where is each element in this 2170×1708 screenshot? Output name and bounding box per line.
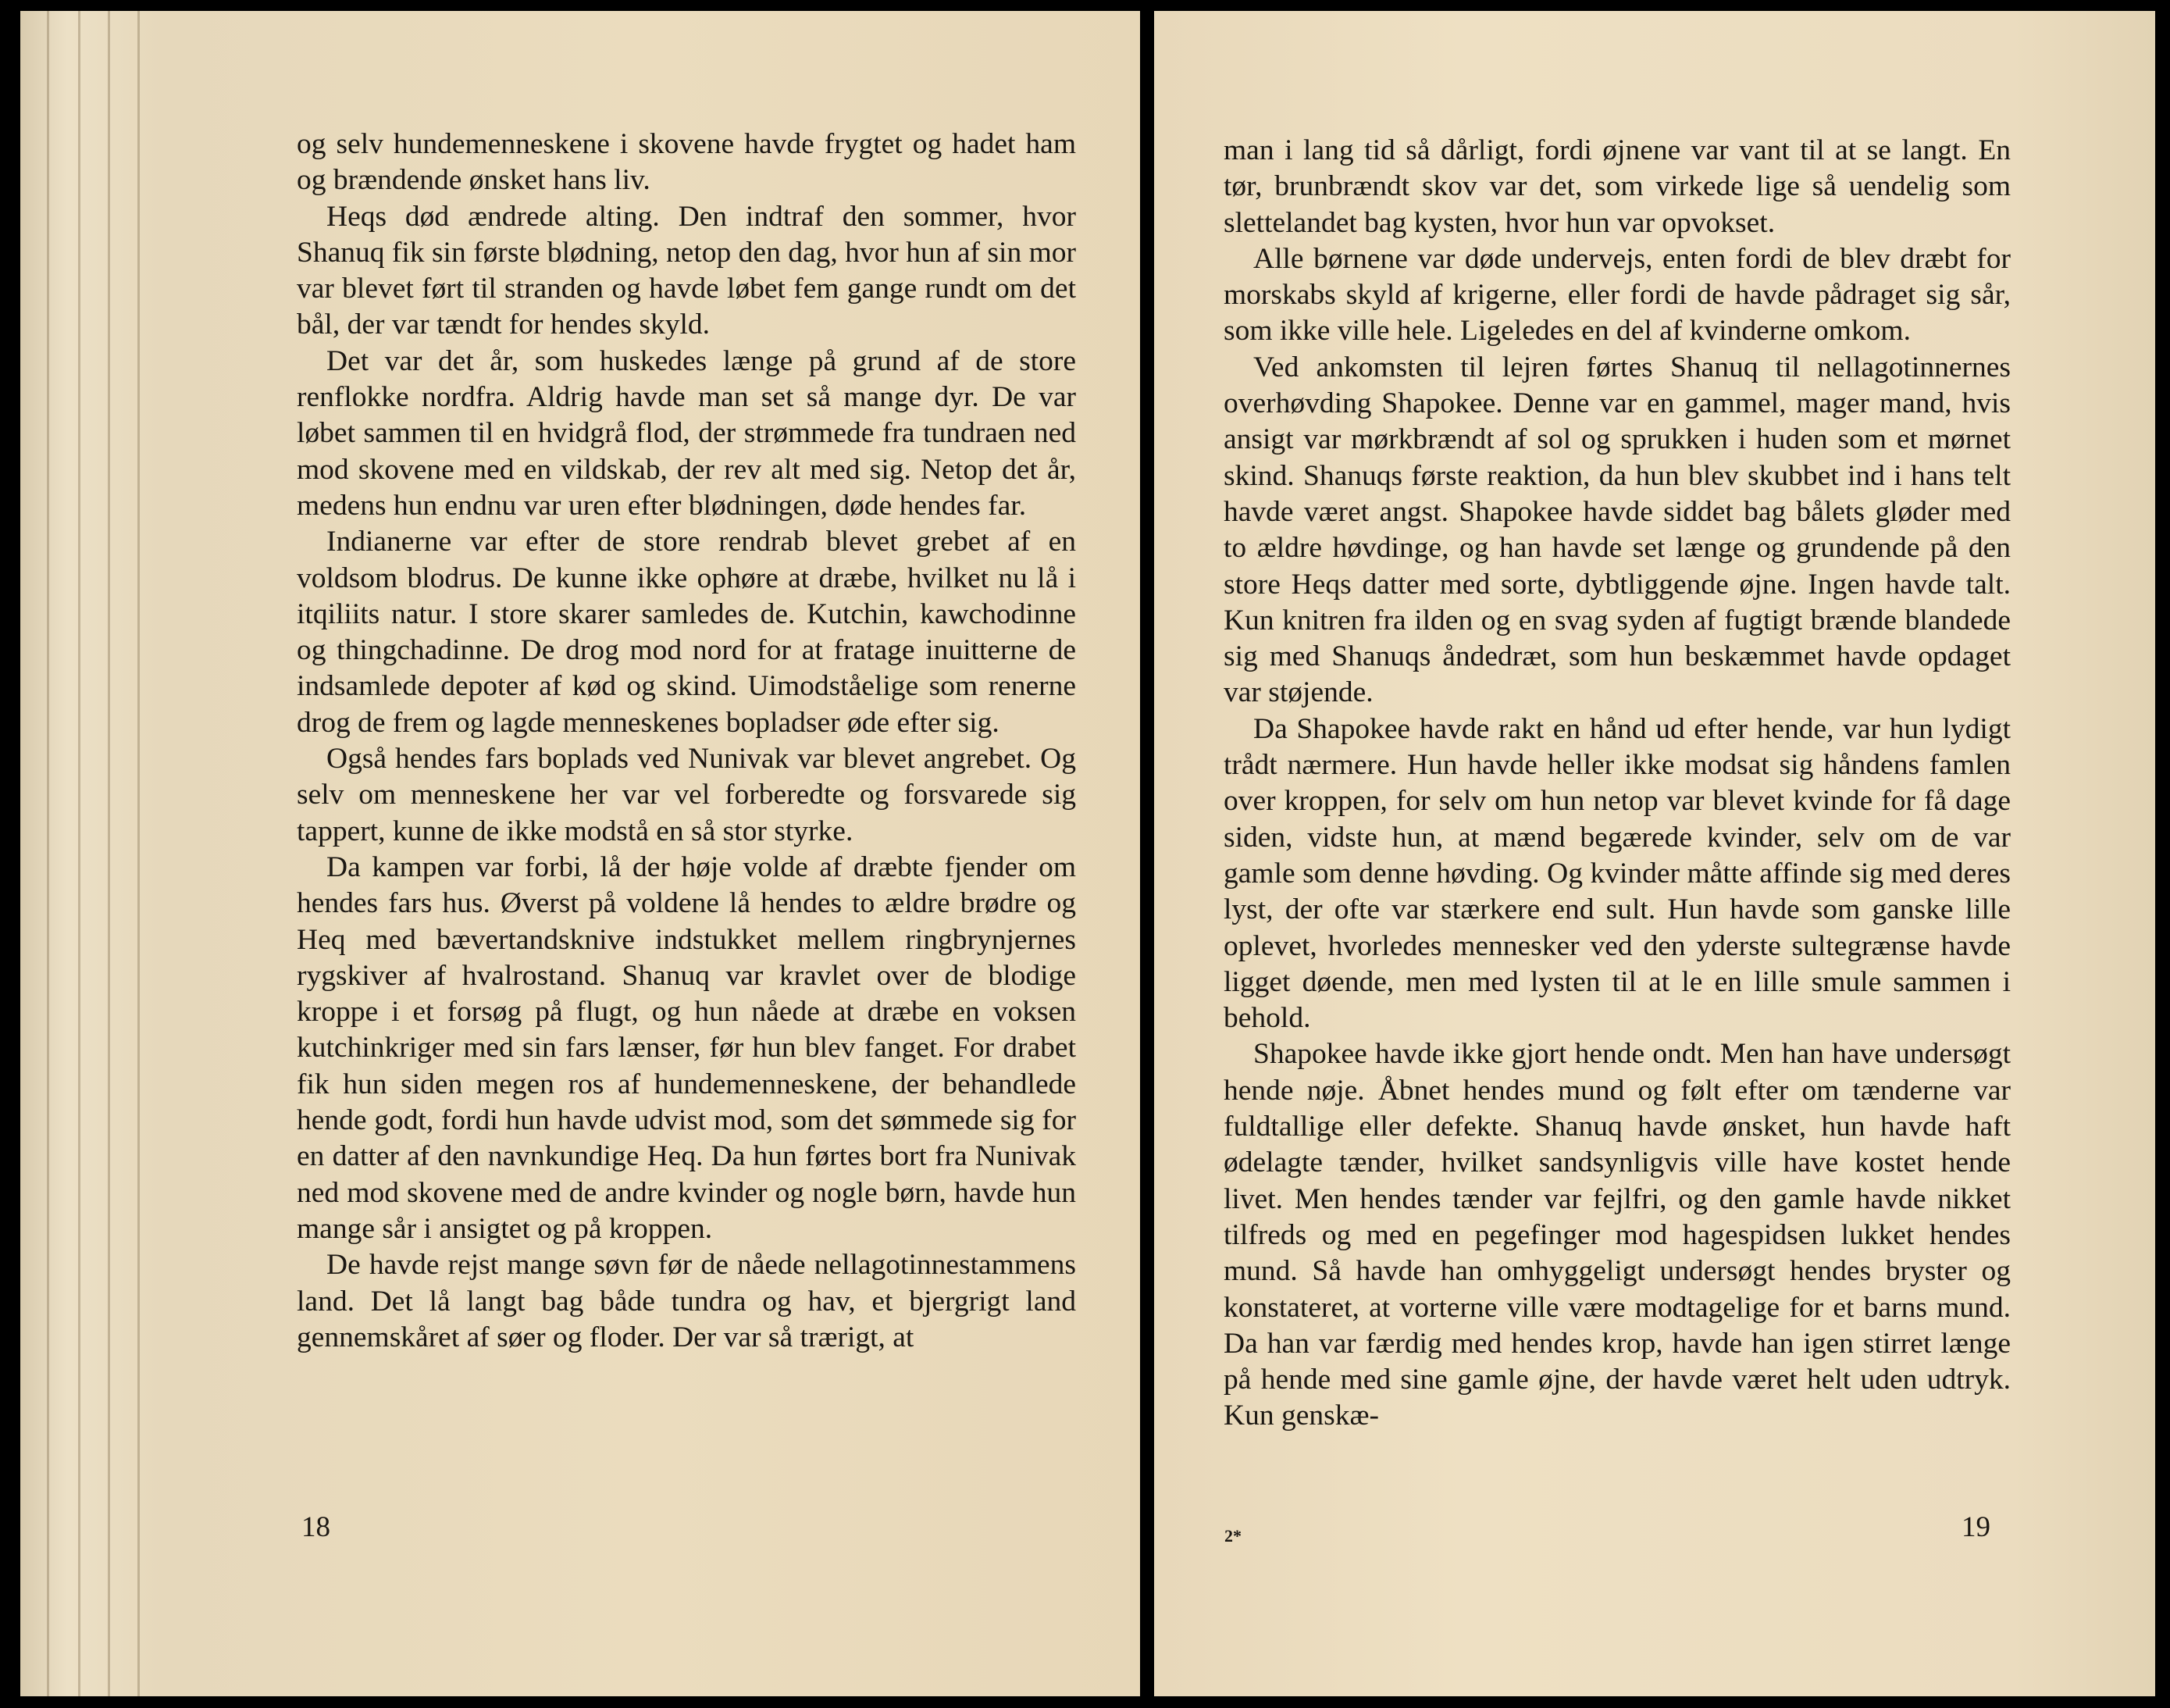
paragraph: De havde rejst mange søvn før de nåede nellagotinnestammens land. Det lå langt bag både tundra og hav, et bjergrigt land gennemskåret af søer og floder. Der var så trærigt, at: [297, 1249, 1076, 1353]
page-stack-edge: [137, 11, 140, 1696]
paragraph: Shapokee havde ikke gjort hende ondt. Men han have undersøgt hende nøje. Åbnet hendes mund og følt efter om tænderne var fuldtallige eller defekte. Shanuq havde ønsket, hun havde haft ødelagte tænder, hvilket sandsynligvis ville have kostet hende livet. Men hendes tænder var fejlfri, og den gamle havde nikket tilfreds og med en pegefinger mod hagespidsen lukket hendes mund. Så havde han omhyggeligt undersøgt hendes bryster og konstateret, at vorterne ville være modtagelige for et barns mund. Da han var færdig med hendes krop, havde han igen stirret længe på hende med sine gamle øjne, der havde været helt uden udtryk. Kun genskæ-: [1224, 1038, 2011, 1432]
page-number-right: 19: [1962, 1511, 1990, 1543]
paragraph: Heqs død ændrede alting. Den indtraf den sommer, hvor Shanuq fik sin første blødning, netop den dag, hvor hun af sin mor var blevet ført til stranden og havde løbet fem gange rundt om det bål, der var tændt for hendes skyld.: [297, 200, 1076, 341]
right-page-text: [1224, 133, 2011, 1435]
right-page: [1154, 11, 2155, 1696]
paragraph: man i lang tid så dårligt, fordi øjnene var vant til at se langt. En tør, brunbrændt skov var det, som virkede lige så uendelig som slettelandet bag kysten, hvor hun var opvokset.: [1224, 134, 2011, 239]
left-page-text: [297, 127, 1076, 1356]
page-stack-edge: [78, 11, 80, 1696]
paragraph: Også hendes fars boplads ved Nunivak var blevet angrebet. Og selv om menneskene her var vel forberedte og forsvarede sig tappert, kunne de ikke modstå en så stor styrke.: [297, 743, 1076, 847]
page-stack-edge: [108, 11, 110, 1696]
signature-mark: 2*: [1224, 1526, 1242, 1546]
left-page: [20, 11, 1140, 1696]
paragraph: Indianerne var efter de store rendrab blevet grebet af en voldsom blodrus. De kunne ikke ophøre at dræbe, hvilket nu lå i itqiliits natur. I store skarer samledes de. Kutchin, kawchodinne og thingchadinne. De drog mod nord for at fratage inuitterne de indsamlede depoter af kød og skind. Uimodståelige som renerne drog de frem og lagde menneskenes bopladser øde efter sig.: [297, 526, 1076, 739]
page-stack-edge: [47, 11, 49, 1696]
paragraph: Alle børnene var døde undervejs, enten fordi de blev dræbt for morskabs skyld af krigerne, eller fordi de havde pådraget sig sår, som ikke ville hele. Ligeledes en del af kvinderne omkom.: [1224, 242, 2011, 348]
paragraph: Ved ankomsten til lejren førtes Shanuq til nellagotinnernes overhøvding Shapokee. Denne var en gammel, mager mand, hvis ansigt var mørkbrændt af sol og sprukken i huden som et mørnet skind. Shanuqs første reaktion, da hun blev skubbet ind i hans telt havde været angst. Shapokee havde siddet bag bålets gløder med to ældre høvdinge, og han havde set længe og grundende på den store Heqs datter med sorte, dybtliggende øjne. Ingen havde talt. Kun knitren fra ilden og en svag syden af fugtigt brænde blandede sig med Shanuqs åndedræt, som hun beskæmmet havde opdaget var støjende.: [1224, 351, 2011, 709]
paragraph: Da Shapokee havde rakt en hånd ud efter hende, var hun lydigt trådt nærmere. Hun havde heller ikke modsat sig håndens famlen over kroppen, for selv om hun netop var blevet kvinde for få dage siden, vidste hun, at mænd begærede kvinder, selv om de var gamle som denne høvding. Og kvinder måtte affinde sig med deres lyst, der ofte var stærkere end sult. Hun havde som ganske lille oplevet, hvorledes mennesker ved den yderste sultegrænse havde ligget døende, men med lysten til at le en lille smule sammen i behold.: [1224, 712, 2011, 1035]
paragraph: Det var det år, som huskedes længe på grund af de store renflokke nordfra. Aldrig havde man set så mange dyr. De var løbet sammen til en hvidgrå flod, der strømmede fra tundraen ned mod skovene med en vildskab, der rev alt med sig. Netop det år, medens hun endnu var uren efter blødningen, døde hendes far.: [297, 344, 1076, 522]
paragraph: og selv hundemenneskene i skovene havde frygtet og hadet ham og brændende ønsket hans liv.: [297, 128, 1076, 197]
paragraph: Da kampen var forbi, lå der høje volde af dræbte fjender om hendes fars hus. Øverst på voldene lå hendes to ældre brødre og Heq med bævertandsknive indstukket mellem ringbrynjernes rygskiver af hvalrostand. Shanuq var kravlet over de blodige kroppe i et forsøg på flugt, og hun nåede at dræbe en voksen kutchinkriger med sin fars lænser, før hun blev fanget. For drabet fik hun siden megen ros af hundemenneskene, der behandlede hende godt, fordi hun havde udvist mod, som det sømmede sig for en datter af den navnkundige Heq. Da hun førtes bort fra Nunivak ned mod skovene med de andre kvinder og nogle børn, havde hun mange sår i ansigtet og på kroppen.: [297, 850, 1076, 1245]
page-number-left: 18: [301, 1511, 330, 1543]
